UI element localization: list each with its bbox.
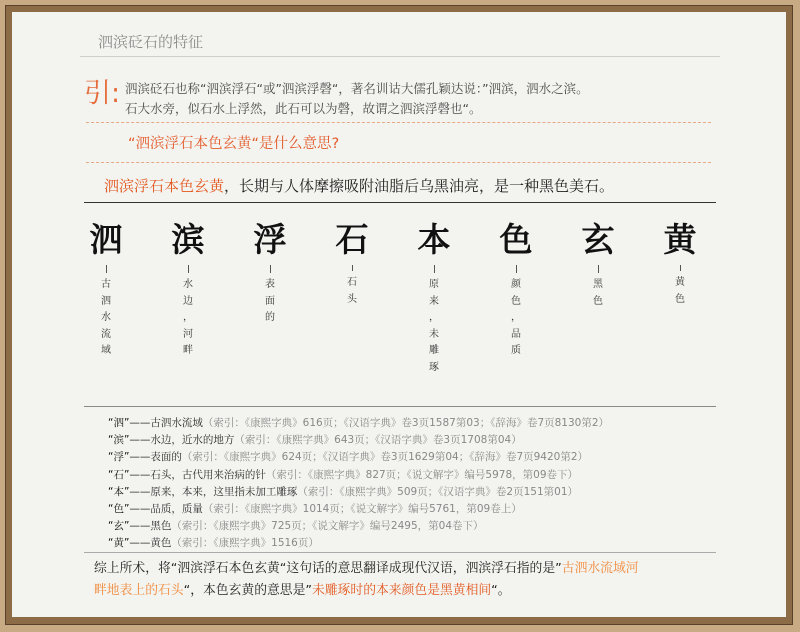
intro-line-2: 石大水旁，似石水上浮然，此石可以为磬，故谓之泗滨浮磬也“。 <box>125 101 482 116</box>
dotted-divider <box>86 122 711 123</box>
char-big: 浮 <box>253 220 287 259</box>
definition-row: “玄”——黑色（索引：《康熙字典》725页；《说文解字》编号2495，第04卷下） <box>108 520 484 533</box>
tick-mark <box>434 265 435 273</box>
char-big: 石 <box>335 220 369 259</box>
definitions-list <box>108 415 609 553</box>
char-big: 玄 <box>581 220 615 259</box>
dotted-divider <box>86 162 711 163</box>
char-gloss: 颜 色 ， 品 质 <box>511 279 521 356</box>
tick-mark <box>188 265 189 273</box>
definition-row: “浮”——表面的（索引：《康熙字典》624页；《汉语字典》卷3页1629第04；《辞海》卷7页9420第2） <box>108 451 589 464</box>
main-rest: ，长期与人体摩擦吸附油脂后乌黑油亮，是一种黑色美石。 <box>224 177 615 195</box>
char-gloss: 黄 色 <box>675 277 685 305</box>
char-column <box>240 217 300 327</box>
definition-row: “滨”——水边，近水的地方（索引：《康熙字典》643页；《汉语字典》卷3页1708第04） <box>108 434 522 447</box>
main-sentence <box>104 175 614 196</box>
definition-row: “本”——原来，本来，这里指未加工雕琢（索引：《康熙字典》509页；《汉语字典》卷2页151第01） <box>108 485 579 498</box>
section-rule <box>84 552 716 553</box>
definition-row: “色”——品质，质量（索引：《康熙字典》1014页；《说文解字》编号5761，第09卷上） <box>108 503 522 516</box>
char-column <box>76 217 136 360</box>
page-header: 泗滨砭石的特征 <box>98 33 204 51</box>
char-column <box>158 217 218 360</box>
char-gloss: 水 边 ， 河 畔 <box>183 279 193 356</box>
char-gloss: 石 头 <box>347 277 357 305</box>
header-rule <box>80 56 720 57</box>
definition-row: “泗”——古泗水流域（索引：《康熙字典》616页；《汉语字典》卷3页1587第03；《辞海》卷7页8130第2） <box>108 417 610 429</box>
intro-line-1: 泗滨砭石也称“泗滨浮石“或”泗滨浮磬“，著名训诂大儒孔颖达说：”泗滨，泗水之滨。 <box>125 81 589 96</box>
char-column <box>404 217 464 376</box>
char-column <box>650 217 710 308</box>
char-big: 色 <box>499 220 533 259</box>
char-big: 本 <box>417 220 451 259</box>
tick-mark <box>106 265 107 273</box>
tick-mark <box>270 265 271 273</box>
main-highlight: 泗滨浮石本色玄黄 <box>104 177 225 195</box>
definition-row: “石”——石头，古代用来治病的针（索引：《康熙字典》827页；《说文解字》编号5978，第09卷下） <box>108 468 579 481</box>
char-big: 泗 <box>89 220 123 259</box>
tick-mark <box>598 265 599 273</box>
char-column <box>568 217 628 310</box>
intro-text <box>125 79 725 119</box>
section-rule <box>84 406 716 407</box>
char-column <box>486 217 546 360</box>
character-breakdown <box>76 217 736 402</box>
conclusion-paragraph: 综上所术，将“泗滨浮石本色玄黄“这句话的意思翻译成现代汉语，泗滨浮石指的是”古泗水流域河 畔地表上的石头“，本色玄黄的意思是”未雕琢时的本来颜色是黑黄相间“。 <box>94 561 639 598</box>
char-big: 黄 <box>663 220 697 259</box>
char-gloss: 古 泗 水 流 域 <box>101 279 111 356</box>
tick-mark <box>352 265 353 271</box>
char-gloss: 黑 色 <box>593 279 603 307</box>
tick-mark <box>680 265 681 271</box>
char-gloss: 原 来 ， 未 雕 琢 <box>429 279 439 373</box>
section-rule <box>84 202 716 203</box>
document-page <box>12 12 786 617</box>
intro-marker: 引: <box>84 78 121 109</box>
tick-mark <box>516 265 517 273</box>
question-heading: “泗滨浮石本色玄黄“是什么意思? <box>128 136 340 152</box>
definition-row: “黄”——黄色（索引：《康熙字典》1516页） <box>108 537 319 550</box>
char-column <box>322 217 382 308</box>
char-gloss: 表 面 的 <box>265 279 275 323</box>
char-big: 滨 <box>171 220 205 259</box>
